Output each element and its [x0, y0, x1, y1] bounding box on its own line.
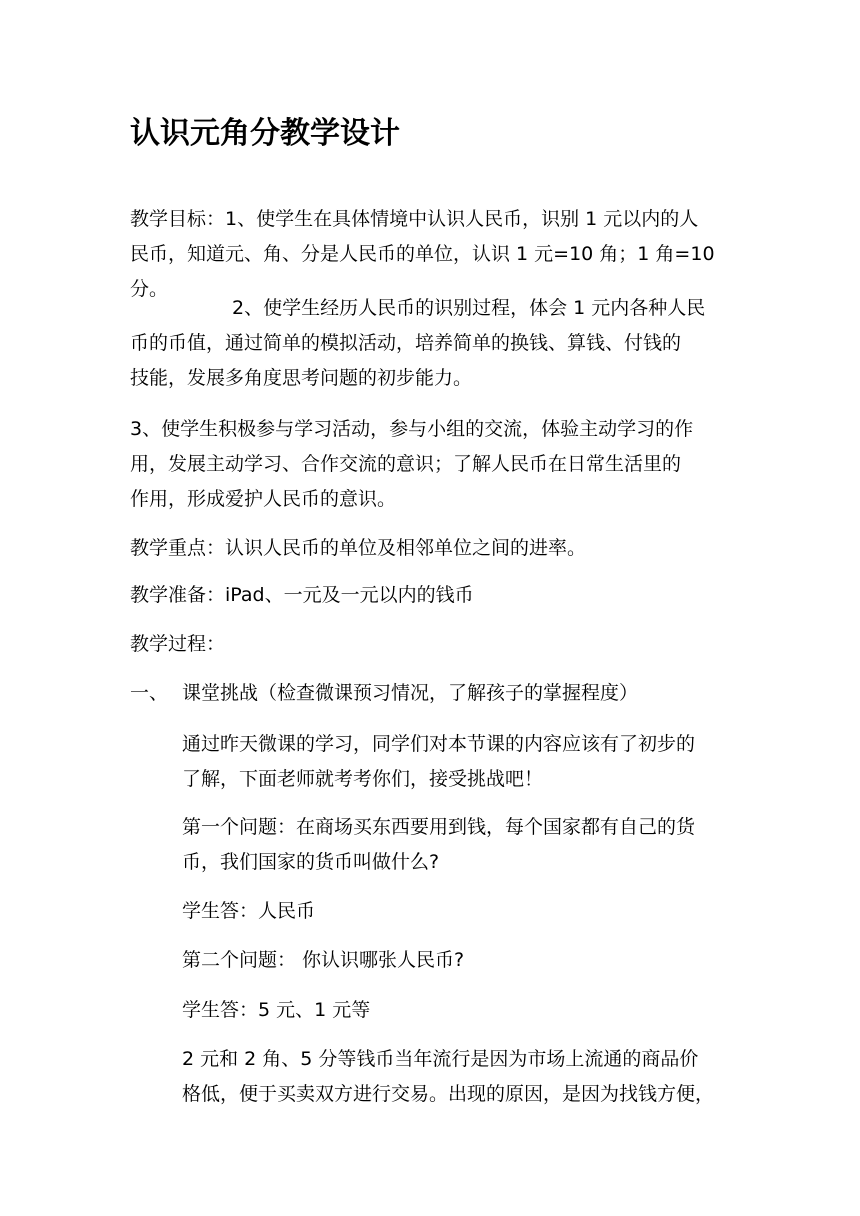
- objective-2-line: 币的币值，通过简单的模拟活动，培养简单的换钱、算钱、付钱的: [130, 332, 682, 354]
- objective-2-paragraph: [130, 291, 705, 396]
- preparation-line: 教学准备：iPad、一元及一元以内的钱币: [130, 584, 474, 606]
- answer-1-line: 学生答：人民币: [182, 900, 316, 922]
- document-title: 认识元角分教学设计: [130, 116, 400, 151]
- process-label-paragraph: [130, 627, 225, 662]
- question-1-paragraph: [182, 810, 695, 880]
- objective-3-line: 作用，形成爱护人民币的意识。: [130, 488, 397, 510]
- objective-3-paragraph: [130, 412, 693, 517]
- note-paragraph: [182, 1042, 714, 1112]
- section-1-number: 一、: [130, 682, 169, 704]
- key-point-line: 教学重点：认识人民币的单位及相邻单位之间的进率。: [130, 537, 587, 559]
- note-line: 2 元和 2 角、5 分等钱币当年流行是因为市场上流通的商品价: [182, 1048, 699, 1070]
- section-1-heading-paragraph: [182, 676, 638, 711]
- intro-paragraph: [182, 727, 695, 797]
- question-2-line: 第二个问题： 你认识哪张人民币?: [182, 949, 465, 971]
- objective-3-line: 3、使学生积极参与学习活动，参与小组的交流，体验主动学习的作: [130, 418, 694, 440]
- question-1-line: 币，我们国家的货币叫做什么?: [182, 851, 440, 873]
- intro-line: 了解，下面老师就考考你们，接受挑战吧！: [182, 768, 544, 790]
- section-1-heading: 课堂挑战（检查微课预习情况，了解孩子的掌握程度）: [182, 682, 639, 704]
- objective-1-line: 教学目标：1、使学生在具体情境中认识人民币，识别 1 元以内的人: [130, 208, 699, 230]
- intro-line: 通过昨天微课的学习，同学们对本节课的内容应该有了初步的: [182, 733, 696, 755]
- process-label-line: 教学过程：: [130, 633, 226, 655]
- objective-2-line: 2、使学生经历人民币的识别过程，体会 1 元内各种人民: [232, 297, 706, 319]
- answer-2-line: 学生答：5 元、1 元等: [182, 999, 371, 1021]
- objective-2-line: 技能，发展多角度思考问题的初步能力。: [130, 367, 473, 389]
- objective-3-line: 用，发展主动学习、合作交流的意识；了解人民币在日常生活里的: [130, 453, 682, 475]
- objective-1-line: 民币，知道元、角、分是人民币的单位，认识 1 元=10 角；1 角=10: [130, 243, 715, 265]
- answer-2-paragraph: [182, 993, 370, 1028]
- answer-1-paragraph: [182, 894, 315, 929]
- note-line: 格低，便于买卖双方进行交易。出现的原因，是因为找钱方便，: [182, 1083, 715, 1105]
- preparation-paragraph: [130, 578, 474, 613]
- objective-1-line: 分。: [130, 278, 169, 300]
- key-point-paragraph: [130, 531, 586, 566]
- question-1-line: 第一个问题：在商场买东西要用到钱，每个国家都有自己的货: [182, 816, 696, 838]
- question-2-paragraph: [182, 943, 464, 978]
